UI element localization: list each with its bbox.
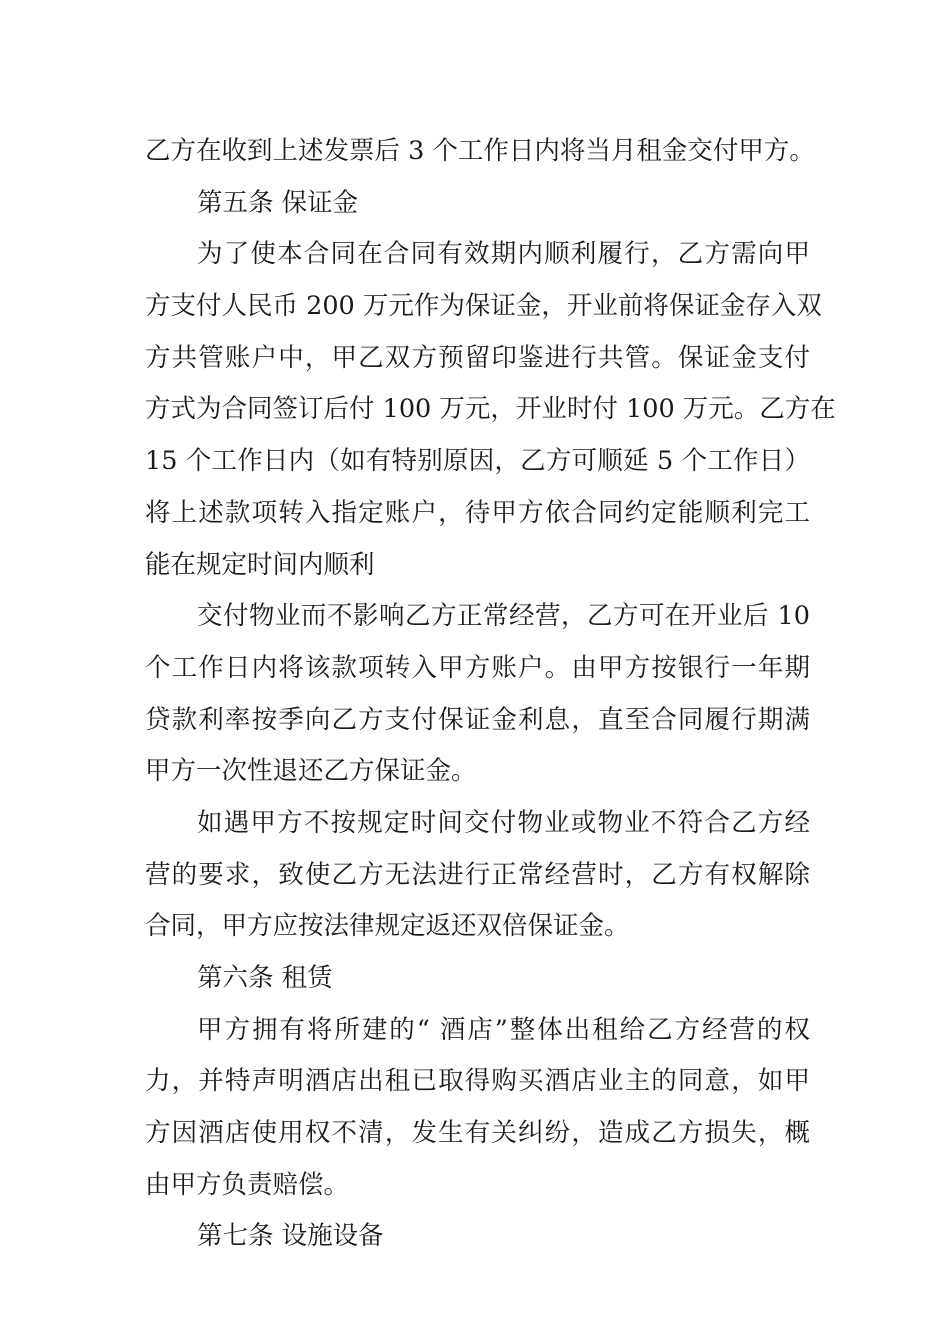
text-line: 如遇甲方不按规定时间交付物业或物业不符合乙方经 [197,807,810,838]
text-line: 为了使本合同在合同有效期内顺利履行，乙方需向甲 [197,239,810,270]
document-body [145,126,836,1263]
text-line: 乙方在收到上述发票后 3 个工作日内将当月租金交付甲方。 [145,136,815,166]
text-line: 甲方一次性退还乙方保证金。 [145,756,477,787]
text-line: 方支付人民币 200 万元作为保证金，开业前将保证金存入双 [145,291,822,322]
text-line: 方共管账户中，甲乙双方预留印鉴进行共管。保证金支付 [145,342,810,373]
text-line: 贷款利率按季向乙方支付保证金利息，直至合同履行期满 [145,704,810,735]
text-line: 营的要求，致使乙方无法进行正常经营时，乙方有权解除 [145,859,810,890]
text-line: 能在规定时间内顺利 [145,549,375,580]
section-heading-article-5: 第五条 保证金 [197,187,359,218]
section-heading-article-6: 第六条 租赁 [197,963,333,993]
text-line: 合同，甲方应按法律规定返还双倍保证金。 [145,911,630,942]
text-line: 个工作日内将该款项转入甲方账户。由甲方按银行一年期 [145,652,810,683]
text-line: 甲方拥有将所建的“ 酒店”整体出租给乙方经营的权 [197,1014,810,1045]
text-line: 交付物业而不影响乙方正常经营，乙方可在开业后 10 [197,601,810,632]
text-line: 方因酒店使用权不清，发生有关纠纷，造成乙方损失，概 [145,1118,810,1149]
text-line: 将上述款项转入指定账户，待甲方依合同约定能顺利完工 [145,497,810,528]
section-heading-article-7: 第七条 设施设备 [197,1221,384,1252]
text-line: 15 个工作日内（如有特别原因，乙方可顺延 5 个工作日） [145,446,810,477]
text-line: 力，并特声明酒店出租已取得购买酒店业主的同意，如甲 [145,1066,810,1097]
text-line: 方式为合同签订后付 100 万元，开业时付 100 万元。乙方在 [145,394,836,425]
text-line: 由甲方负责赔偿。 [145,1169,350,1200]
